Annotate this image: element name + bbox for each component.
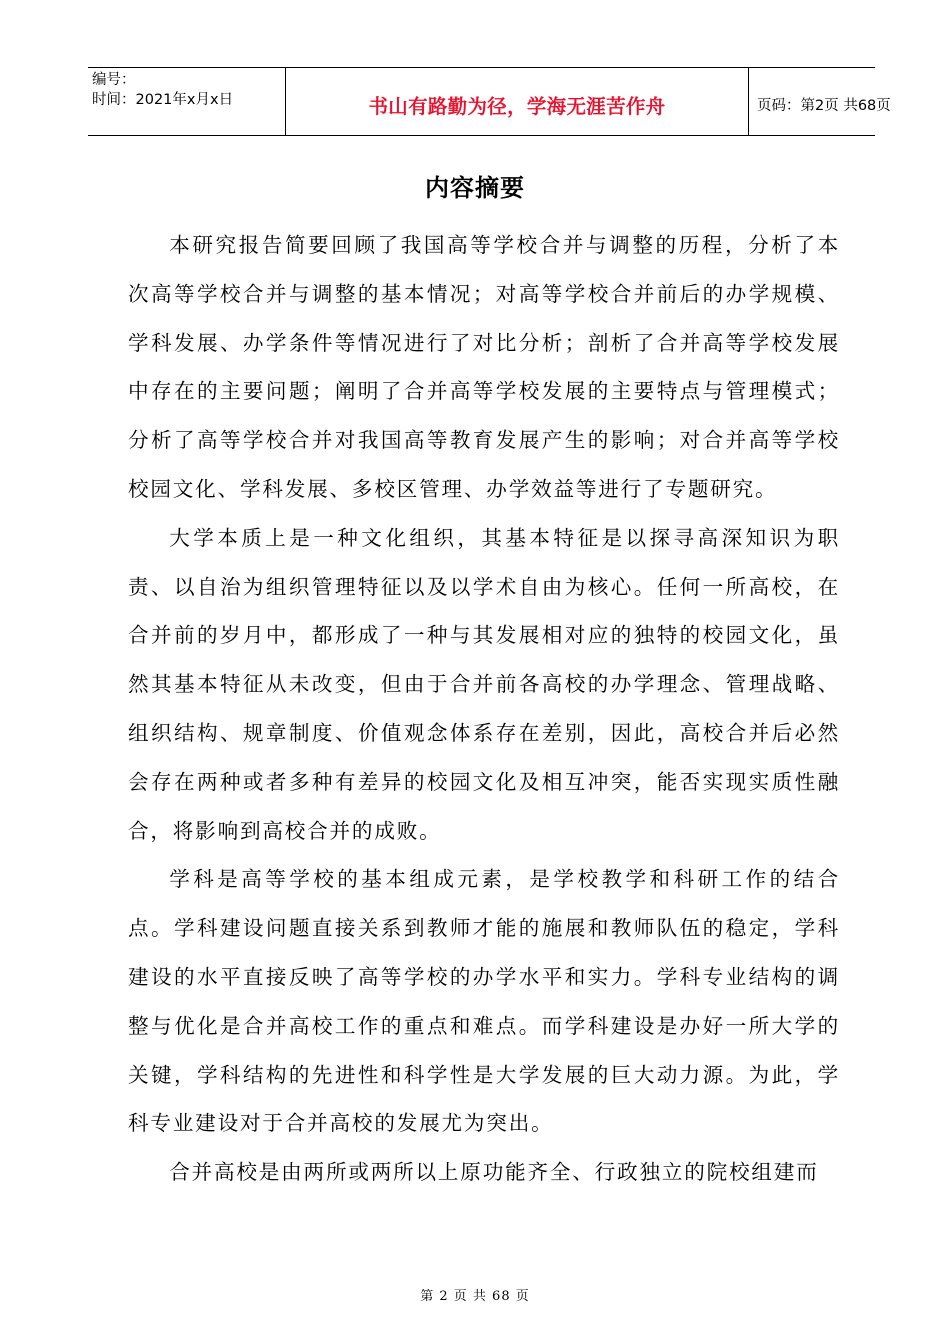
document-time-label: 时间：2021年x月x日 [92,92,234,108]
page-footer: 第 2 页 共 68 页 [420,1289,530,1304]
abstract-paragraph: 学科是高等学校的基本组成元素，是学校教学和科研工作的结合点。学科建设问题直接关系到教师才能的施展和教师队伍的稳定，学科建设的水平直接反映了高等学校的办学水平和实力。学科专业结构的调整与优化是合并高校工作的重点和难点。而学科建设是办好一所大学的关键，学科结构的先进性和科学性是大学发展的巨大动力源。为此，学科专业建设对于合并高校的发展尤为突出。 [128,867,840,1136]
header-motto-cell [286,68,749,135]
abstract-body [128,221,840,1197]
abstract-paragraph: 本研究报告简要回顾了我国高等学校合并与调整的历程，分析了本次高等学校合并与调整的基本情况；对高等学校合并前后的办学规模、学科发展、办学条件等情况进行了对比分析；剖析了合并高等学校发展中存在的主要问题；阐明了合并高等学校发展的主要特点与管理模式；分析了高等学校合并对我国高等教育发展产生的影响；对合并高等学校校园文化、学科发展、多校区管理、办学效益等进行了专题研究。 [128,233,840,501]
header-page-number: 页码：第2页 共68页 [757,98,891,114]
header-table [88,67,891,136]
header-meta-cell [88,68,286,135]
abstract-paragraph: 大学本质上是一种文化组织，其基本特征是以探寻高深知识为职责、以自治为组织管理特征以及以学术自由为核心。任何一所高校，在合并前的岁月中，都形成了一种与其发展相对应的独特的校园文化，虽然其基本特征从未改变，但由于合并前各高校的办学理念、管理战略、组织结构、规章制度、价值观念体系存在差别，因此，高校合并后必然会存在两种或者多种有差异的校园文化及相互冲突，能否实现实质性融合，将影响到高校合并的成败。 [128,525,840,843]
document-number-label: 编号： [92,72,136,88]
page-title: 内容摘要 [425,174,525,202]
abstract-paragraph: 合并高校是由两所或两所以上原功能齐全、行政独立的院校组建而 [169,1160,819,1185]
header-page-cell [749,68,891,135]
header-motto: 书山有路勤为径，学海无涯苦作舟 [368,94,666,118]
